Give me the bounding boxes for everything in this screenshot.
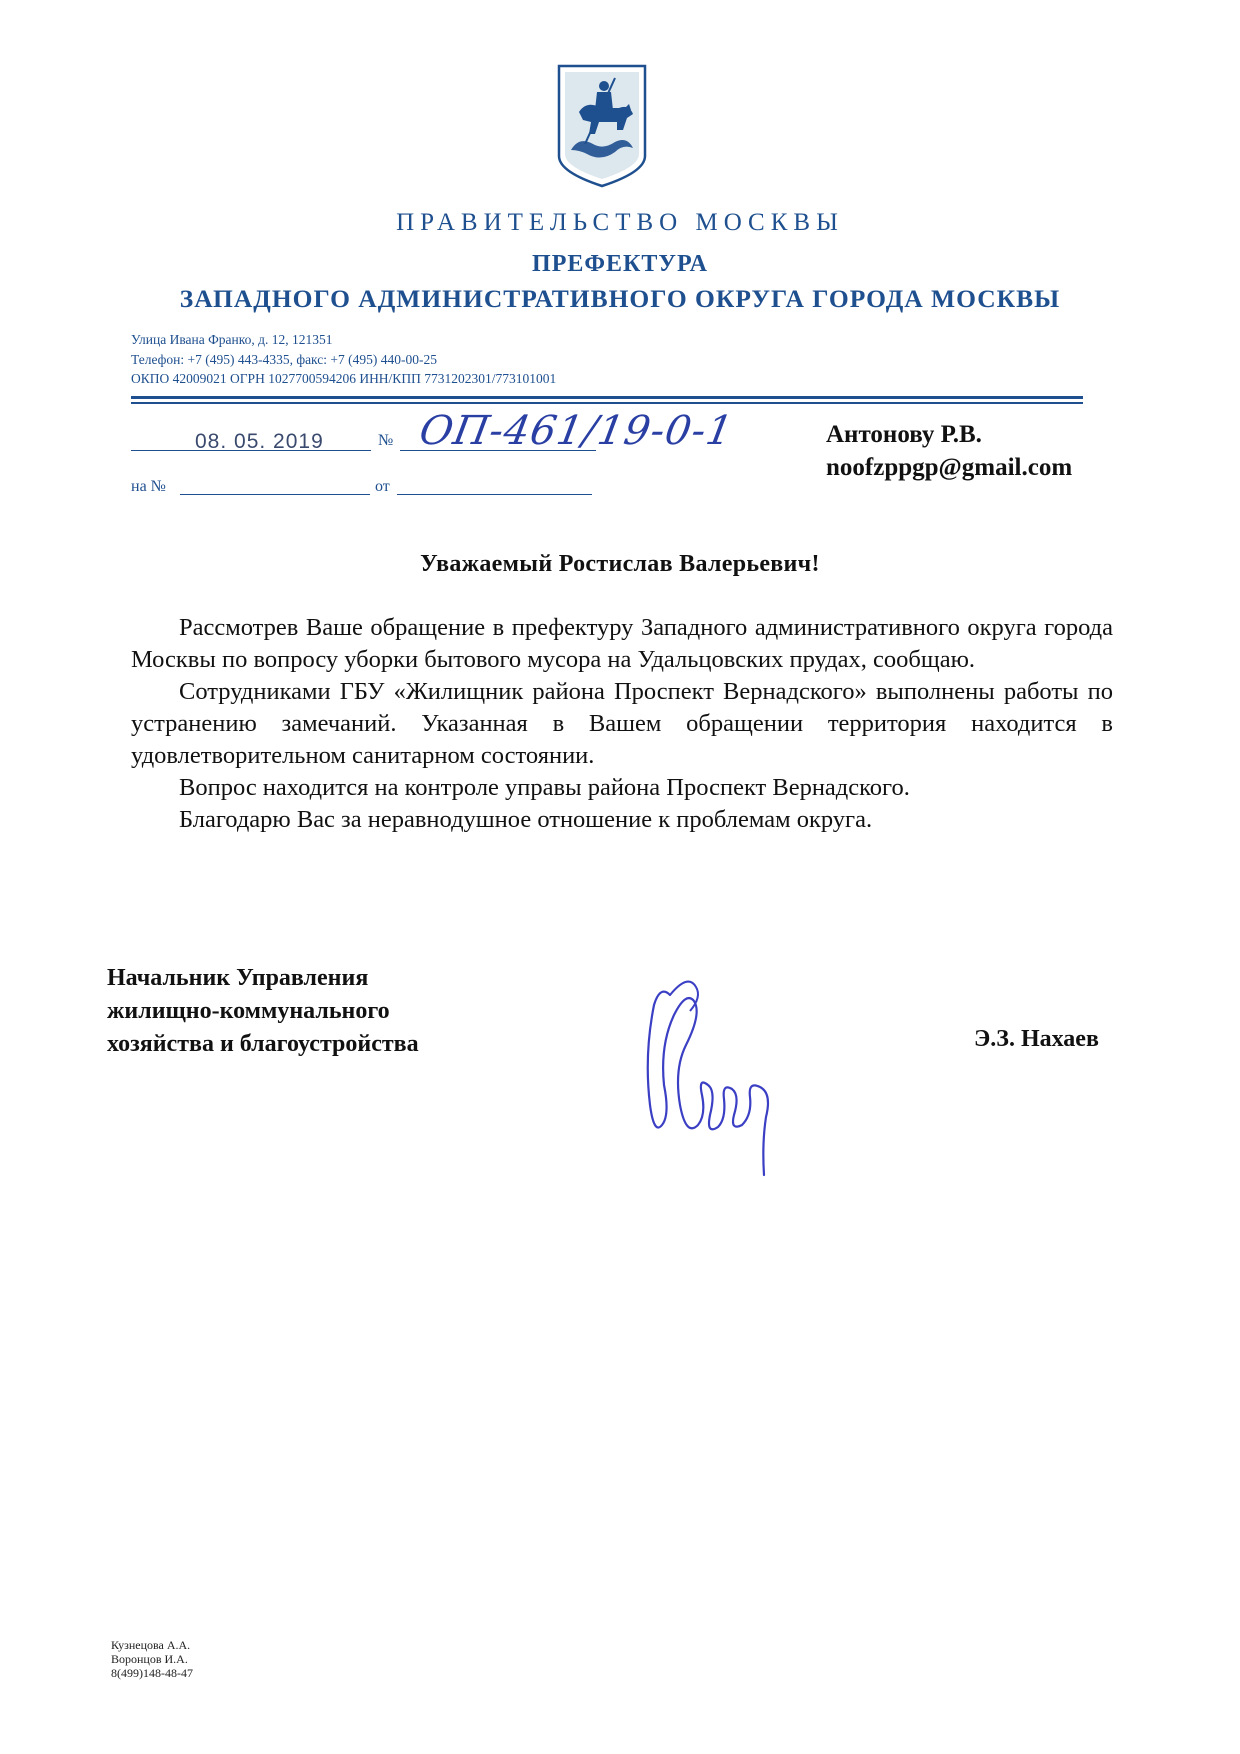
header-divider (131, 396, 1083, 404)
registration-number: ОП-461/19-0-1 (415, 408, 737, 454)
addressee-email: noofzppgp@gmail.com (826, 454, 1073, 481)
addressee-block (826, 418, 1072, 484)
address-line: Улица Ивана Франко, д. 12, 121351 (131, 332, 333, 347)
letter-body (131, 612, 1113, 836)
moscow-coat-of-arms-icon (557, 64, 647, 188)
government-title: ПРАВИТЕЛЬСТВО МОСКВЫ (396, 209, 844, 236)
signatory-title-line: хозяйства и благоустройства (107, 1031, 419, 1057)
salutation: Уважаемый Ростислав Валерьевич! (420, 551, 820, 577)
signatory-title-line: жилищно-коммунального (107, 998, 390, 1024)
executor-block (111, 1638, 193, 1680)
executor-line: Кузнецова А.А. (111, 1638, 191, 1652)
addressee-name: Антонову Р.В. (826, 421, 982, 448)
codes-line: ОКПО 42009021 ОГРН 1027700594206 ИНН/КПП 7731202301/773101001 (131, 371, 557, 386)
reference-date-label: от (375, 478, 390, 495)
phone-line: Телефон: +7 (495) 443-4335, факс: +7 (495) 440-00-25 (131, 352, 437, 367)
executor-phone: 8(499)148-48-47 (111, 1666, 193, 1680)
reference-date-underline (397, 494, 592, 495)
prefecture-title: ПРЕФЕКТУРА (532, 251, 708, 277)
signatory-title (107, 962, 419, 1061)
signatory-title-line: Начальник Управления (107, 965, 369, 991)
reference-number-underline (180, 494, 370, 495)
body-paragraph: Вопрос находится на контроле управы района Проспект Вернадского. (179, 774, 910, 801)
reference-number-label: на № (131, 478, 166, 495)
executor-line: Воронцов И.А. (111, 1652, 188, 1666)
registration-date: 08. 05. 2019 (195, 430, 324, 453)
signatory-name: Э.З. Нахаев (974, 1026, 1099, 1052)
body-paragraph: Благодарю Вас за неравнодушное отношение к проблемам округа. (179, 806, 873, 833)
body-paragraph: Рассмотрев Ваше обращение в префектуру Западного административного округа города Москвы по вопросу уборки бытового мусора на Удальцовских прудах, сообщаю. (131, 614, 1113, 673)
handwritten-signature-icon (640, 965, 800, 1195)
number-label: № (378, 432, 394, 449)
prefecture-full-title: ЗАПАДНОГО АДМИНИСТРАТИВНОГО ОКРУГА ГОРОДА МОСКВЫ (179, 284, 1061, 313)
body-paragraph: Сотрудниками ГБУ «Жилищник района Проспект Вернадского» выполнены работы по устранению замечаний. Указанная в Вашем обращении территория находится в удовлетворительном санитарном состоянии. (131, 678, 1113, 769)
